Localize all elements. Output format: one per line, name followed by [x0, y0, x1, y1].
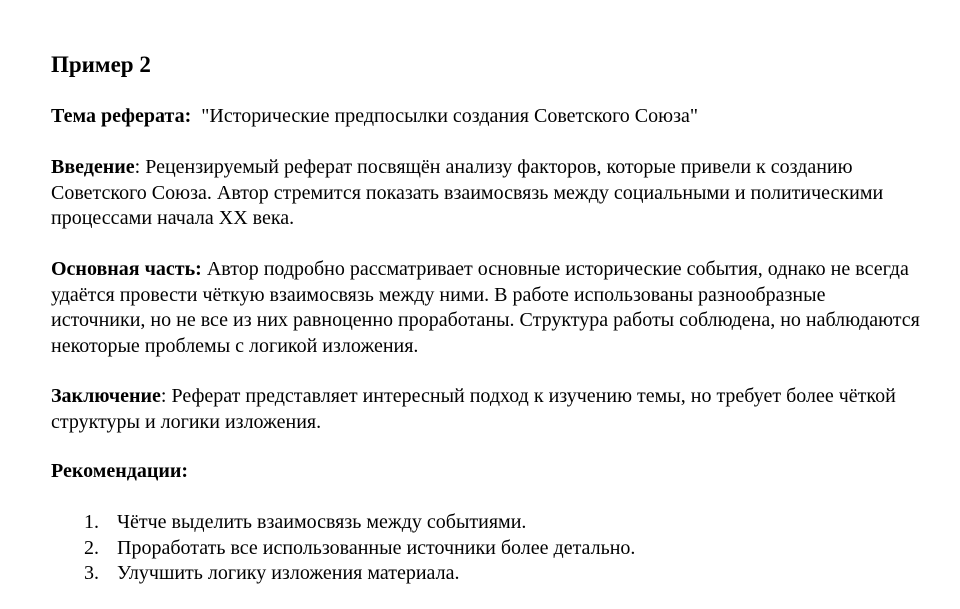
- list-item-number: 2.: [84, 536, 99, 559]
- conclusion-paragraph: [51, 384, 921, 435]
- topic-label: Тема реферата:: [51, 105, 192, 127]
- list-item-number: 1.: [84, 511, 99, 533]
- main-part-label: Основная часть:: [51, 258, 202, 280]
- recommendations-list: [84, 510, 635, 587]
- list-item-text: Проработать все использованные источники более детально.: [117, 536, 636, 559]
- topic-text: "Исторические предпосылки создания Советского Союза": [201, 105, 699, 127]
- recommendations-heading: [51, 459, 921, 485]
- list-item: [84, 536, 635, 562]
- intro-text: : Рецензируемый реферат посвящён анализу факторов, которые привели к созданию Советского Союза. Автор стремится показать взаимосвязь между социальными и политическими процессами начала XX века.: [51, 156, 884, 229]
- intro-label: Введение: [51, 156, 135, 178]
- main-part-text: Автор подробно рассматривает основные исторические события, однако не всегда удаётся провести чёткую взаимосвязь между ними. В работе использованы разнообразные источники, но не все из них равноценно проработаны. Структура работы соблюдена, но наблюдаются некоторые проблемы с логикой изложения.: [51, 258, 920, 357]
- list-item: [84, 510, 635, 536]
- list-item-number: 3.: [84, 562, 99, 584]
- document-title: Пример 2: [51, 52, 151, 77]
- topic-paragraph: [51, 104, 921, 130]
- conclusion-label: Заключение: [51, 385, 161, 407]
- list-item: [84, 561, 635, 587]
- list-item-text: Улучшить логику изложения материала.: [117, 562, 460, 584]
- intro-paragraph: [51, 155, 921, 232]
- recommendations-label: Рекомендации:: [51, 460, 189, 482]
- list-item-text: Чётче выделить взаимосвязь между событиями.: [117, 511, 527, 533]
- main-part-paragraph: [51, 257, 921, 359]
- conclusion-text: : Реферат представляет интересный подход к изучению темы, но требует более чёткой структуры и логики изложения.: [51, 385, 896, 433]
